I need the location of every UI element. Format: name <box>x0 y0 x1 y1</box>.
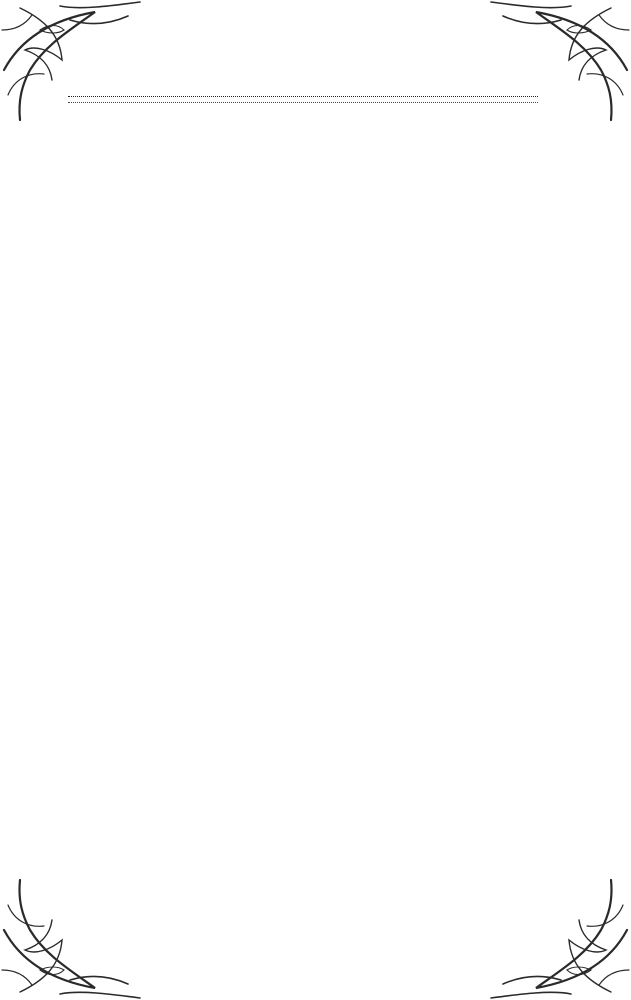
leader-dots <box>68 96 538 97</box>
table-of-contents <box>66 88 540 118</box>
leader-dots <box>68 102 538 103</box>
chapter-row[interactable] <box>66 104 540 117</box>
corner-ornament-top-left <box>0 0 150 150</box>
corner-ornament-bottom-right <box>481 850 631 1000</box>
corner-ornament-bottom-left <box>0 850 150 1000</box>
corner-ornament-top-right <box>481 0 631 150</box>
section-heading-line-2 <box>66 99 540 100</box>
